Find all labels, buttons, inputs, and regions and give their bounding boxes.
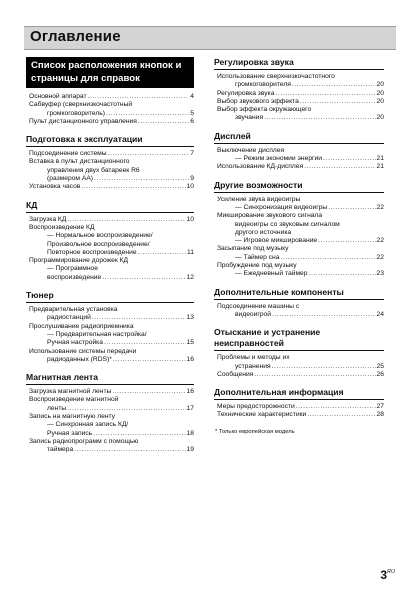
toc-page-number: 22 [376, 253, 384, 261]
toc-entry-line [217, 411, 384, 419]
toc-entry-text: воспроизведение [47, 273, 102, 281]
leader-dots [300, 98, 376, 106]
toc-section [214, 180, 384, 279]
toc-page-number: 25 [376, 362, 384, 370]
toc-entry-line [29, 241, 194, 249]
toc-page-number: 21 [376, 155, 384, 163]
page-number-value: 3 [380, 568, 388, 582]
leader-dots [108, 150, 190, 158]
leader-dots [67, 216, 185, 224]
toc-entry-text: Использование системы передачи [29, 347, 137, 355]
toc-page-number: 21 [376, 163, 384, 171]
toc-entry-line [217, 371, 384, 379]
toc-entry-line [217, 147, 384, 155]
toc-entry-text: Пульт дистанционного управления [29, 117, 137, 125]
toc-entry-text: Сабвуфер (сверхнизкочастотный [29, 101, 133, 109]
page-number-suffix: RU [387, 569, 395, 575]
leader-dots [113, 356, 186, 364]
toc-page-number: 10 [186, 183, 194, 191]
toc-entry-line [29, 118, 194, 126]
toc-entry-line [29, 405, 194, 413]
toc-section [26, 200, 194, 282]
toc-section [214, 287, 384, 320]
toc-section [26, 134, 194, 191]
leader-dots [296, 403, 376, 411]
toc-page-number: 20 [376, 114, 384, 122]
toc-page-number: 11 [187, 248, 194, 256]
toc-entry-text: Выбор звукового эффекта [217, 97, 299, 105]
toc-entry-text: Выбор эффекта окружающего [217, 106, 312, 114]
toc-entry-text: видеоигрой [235, 310, 271, 318]
toc-entry-line [217, 212, 384, 220]
section-heading: Тюнер [26, 290, 194, 303]
leader-dots [93, 430, 185, 438]
toc-entry [214, 73, 384, 90]
toc-entry-line [217, 73, 384, 81]
section-heading: Регулировка звука [214, 57, 384, 70]
toc-entry-text: — Синхронизация видеоигры [235, 203, 328, 211]
toc-page-number: 27 [376, 403, 384, 411]
toc-entry [214, 106, 384, 123]
toc-entry-line [217, 98, 384, 106]
toc-entry-text: таймера [47, 446, 74, 454]
section-heading: Отыскание и устранение неисправностей [214, 327, 384, 351]
toc-page-number: 22 [376, 237, 384, 245]
leader-dots [272, 363, 376, 371]
toc-entry-line [29, 265, 194, 273]
toc-entry-line [217, 114, 384, 122]
toc-entry [214, 411, 384, 419]
toc-entry [214, 212, 384, 245]
toc-entry-line [217, 245, 384, 253]
toc-entry-text: Загрузка магнитной ленты [29, 388, 112, 396]
toc-entry-text: радиоданных (RDS)* [47, 355, 112, 363]
toc-page-number: 22 [376, 203, 384, 211]
toc-entry-line [29, 323, 194, 331]
page-title: Оглавление [30, 28, 121, 45]
toc-entry-text: Загрузка КД [29, 215, 67, 223]
toc-entry-line [29, 183, 194, 191]
toc-entry-line [217, 163, 384, 171]
toc-entry-line [29, 232, 194, 240]
toc-page-number: 10 [186, 215, 194, 223]
toc-entry-text: управления двух батареек R6 [47, 166, 140, 174]
toc-entry-text: Произвольное воспроизведение/ [47, 240, 150, 248]
toc-entry-line [217, 403, 384, 411]
leader-dots [275, 90, 375, 98]
toc-entry-text: Подсоединение машины с [217, 302, 300, 310]
toc-entry-text: — Таймер сна [235, 253, 280, 261]
toc-entry-text: Установка часов [29, 183, 81, 191]
toc-page-number: 26 [376, 370, 384, 378]
leader-dots [292, 81, 376, 89]
toc-entry [214, 98, 384, 106]
toc-entry-text: Проблемы и методы их [217, 354, 290, 362]
toc-entry-line [29, 274, 194, 282]
toc-entry [26, 150, 194, 158]
leader-dots [104, 339, 186, 347]
toc-entry [214, 262, 384, 279]
leader-dots [323, 155, 376, 163]
toc-entry-line [29, 249, 194, 257]
footnote: * Только европейская модель [215, 428, 295, 435]
toc-page-number: 9 [190, 175, 194, 183]
quick-reference-box [26, 57, 194, 88]
leader-dots [272, 311, 376, 319]
leader-dots [92, 314, 186, 322]
toc-entry-text: Регулировка звука [217, 89, 275, 97]
toc-entry-line [29, 446, 194, 454]
toc-page-number: 6 [190, 117, 194, 125]
toc-entry-line [217, 237, 384, 245]
toc-page-number: 16 [186, 388, 194, 396]
quick-reference-title-line: Список расположения кнопок и [31, 60, 182, 71]
toc-page-number: 12 [186, 273, 194, 281]
toc-page-number: 20 [376, 89, 384, 97]
leader-dots [81, 183, 185, 191]
toc-entry-text: Использование КД-дисплея [217, 163, 304, 171]
toc-entry-line [29, 430, 194, 438]
toc-entry-text: Подсоединение системы [29, 150, 107, 158]
toc-entry-line [217, 155, 384, 163]
toc-entry-line [217, 254, 384, 262]
toc-entry [26, 396, 194, 413]
leader-dots [309, 270, 376, 278]
leader-dots [254, 371, 375, 379]
toc-entry [214, 371, 384, 379]
leader-dots [264, 114, 375, 122]
leader-dots [74, 446, 185, 454]
leader-dots [307, 411, 375, 419]
toc-entry-text: Ручная настройка [47, 339, 103, 347]
toc-entry-text: — Предварительная настройка/ [47, 330, 147, 338]
toc-page-number: 18 [186, 429, 194, 437]
toc-entry-text: Программирование дорожек КД [29, 257, 129, 265]
toc-entry [214, 245, 384, 262]
toc-entry-text: Запись радиопрограмм с помощью [29, 437, 139, 445]
leader-dots [112, 388, 185, 396]
toc-entry-line [29, 348, 194, 356]
toc-entry [214, 303, 384, 320]
toc-entry [214, 354, 384, 371]
toc-entry-line [217, 354, 384, 362]
toc-section [26, 290, 194, 364]
leader-dots [138, 249, 186, 257]
toc-entry-text: Использование сверхнизкочастотного [217, 73, 335, 80]
toc-entry-line [29, 356, 194, 364]
toc-entry-text: — Режим экономии энергии [235, 155, 322, 163]
toc-page-number: 13 [186, 314, 194, 322]
section-heading: Дополнительные компоненты [214, 287, 384, 300]
toc-entry-line [29, 216, 194, 224]
toc-entry-text: Засыпание под музыку [217, 245, 289, 253]
toc-entry-line [29, 331, 194, 339]
toc-entry-line [217, 196, 384, 204]
toc-entry-text: Технические характеристики [217, 411, 307, 419]
leader-dots [102, 274, 185, 282]
toc-entry-line [217, 90, 384, 98]
toc-entry-text: — Синхронная запись КД/ [47, 421, 129, 429]
toc-entry [26, 101, 194, 118]
toc-entry-text: другого источника [235, 228, 292, 236]
toc-section [214, 387, 384, 420]
toc-entry-line [29, 339, 194, 347]
toc-page-number: 28 [376, 411, 384, 419]
toc-entry-text: Вставка в пульт дистанционного [29, 158, 130, 166]
leader-dots [318, 237, 375, 245]
toc-entry-text: ленты [47, 404, 67, 412]
toc-entry-text: Воспроизведение КД [29, 223, 95, 231]
toc-entry [26, 348, 194, 365]
section-heading: Магнитная лента [26, 372, 194, 385]
leader-dots [280, 254, 375, 262]
toc-entry-text: Выключение дисплея [217, 146, 285, 154]
toc-entry [26, 183, 194, 191]
section-heading: Дисплей [214, 131, 384, 144]
leader-dots [328, 204, 375, 212]
toc-entry-text: Запись на магнитную ленту [29, 413, 116, 421]
section-heading: Другие возможности [214, 180, 384, 193]
right-column [214, 57, 384, 436]
toc-entry-line [29, 150, 194, 158]
title-bar [24, 26, 396, 50]
toc-entry [26, 216, 194, 224]
toc-entry-line [29, 314, 194, 322]
leader-dots [304, 163, 375, 171]
toc-entry-line [217, 106, 384, 114]
toc-entry-line [29, 167, 194, 175]
toc-page-number: 20 [376, 97, 384, 105]
toc-entry-line [29, 421, 194, 429]
toc-entry-text: Основной аппарат [29, 93, 87, 100]
toc-page-number: 16 [186, 355, 194, 363]
toc-section [214, 327, 384, 379]
toc-entry-line [217, 303, 384, 311]
toc-entry-line [29, 438, 194, 446]
toc-entry-line [217, 363, 384, 371]
toc-entry-text: радиостанций [47, 314, 91, 322]
toc-entry [214, 196, 384, 213]
toc-page-number: 24 [376, 310, 384, 318]
leader-dots [94, 175, 189, 183]
leader-dots [138, 118, 189, 126]
toc-entry [214, 90, 384, 98]
toc-section [26, 372, 194, 454]
toc-entry-text: устранения [235, 362, 271, 370]
toc-entry-text: Микширование звукового сигнала [217, 212, 323, 220]
toc-entry [214, 403, 384, 411]
leader-dots [106, 110, 189, 118]
toc-entry-text: Сообщения [217, 370, 254, 378]
toc-entry [26, 118, 194, 126]
quick-reference-entries [26, 93, 194, 126]
toc-entry-line [29, 158, 194, 166]
section-heading: Подготовка к эксплуатации [26, 134, 194, 147]
toc-entry-text: — Программное [47, 265, 98, 273]
toc-entry-text: звучания [235, 114, 264, 122]
toc-entry-text: Предварительная установка [29, 306, 118, 314]
leader-dots [67, 405, 185, 413]
toc-page-number: 19 [186, 446, 194, 454]
toc-entry [26, 323, 194, 348]
quick-reference-title-line: страницы для справок [31, 73, 140, 84]
toc-page-number: 7 [190, 150, 194, 158]
toc-entry-line [29, 396, 194, 404]
toc-entry [26, 413, 194, 438]
toc-entry-line [217, 81, 384, 89]
toc-entry [26, 438, 194, 455]
toc-page-number: 17 [186, 404, 194, 412]
toc-entry-line [29, 101, 194, 109]
toc-entry-text: — Игровое микширование [235, 237, 318, 245]
toc-entry-text: Повторное воспроизведение [47, 248, 137, 256]
toc-entry-text: видеоигры со звуковым сигналом [235, 220, 340, 228]
toc-entry-line [217, 204, 384, 212]
toc-entry-text: Прослушивание радиоприемника [29, 322, 134, 330]
toc-entry-text: — Нормальное воспроизведение/ [47, 232, 153, 240]
toc-entry-line [217, 229, 384, 237]
toc-entry-text: Усиление звука видеоигры [217, 195, 301, 203]
toc-entry-text: Ручная запись [47, 429, 93, 437]
toc-entry-text: Пробуждение под музыку [217, 262, 297, 270]
toc-entry-text: громкоговорителя [235, 81, 291, 89]
toc-section [214, 57, 384, 123]
section-heading: КД [26, 200, 194, 213]
toc-page-number: 4 [190, 93, 194, 100]
toc-entry [26, 257, 194, 282]
toc-entry-line [29, 110, 194, 118]
toc-entry [214, 163, 384, 171]
section-heading: Дополнительная информация [214, 387, 384, 400]
toc-entry-text: (размером AA) [47, 175, 94, 183]
toc-entry-line [29, 257, 194, 265]
toc-entry-text: — Ежедневный таймер [235, 270, 308, 278]
page-number [380, 568, 395, 582]
toc-page-number: 5 [190, 109, 194, 117]
toc-page-number: 20 [376, 81, 384, 89]
toc-entry-line [29, 175, 194, 183]
toc-section [214, 131, 384, 172]
toc-entry-text: Воспроизведение магнитной [29, 396, 119, 404]
toc-page-number: 15 [186, 339, 194, 347]
toc-entry-line [217, 221, 384, 229]
toc-entry [26, 224, 194, 257]
toc-entry [26, 306, 194, 323]
toc-entry-line [217, 270, 384, 278]
toc-entry-line [217, 311, 384, 319]
left-column [26, 57, 194, 463]
toc-page-number: 23 [376, 270, 384, 278]
toc-entry-line [29, 224, 194, 232]
toc-entry-text: громкоговоритель) [47, 109, 105, 117]
toc-entry [26, 158, 194, 183]
toc-entry [214, 147, 384, 164]
toc-entry-line [29, 413, 194, 421]
toc-entry-text: Меры предосторожности [217, 403, 295, 411]
